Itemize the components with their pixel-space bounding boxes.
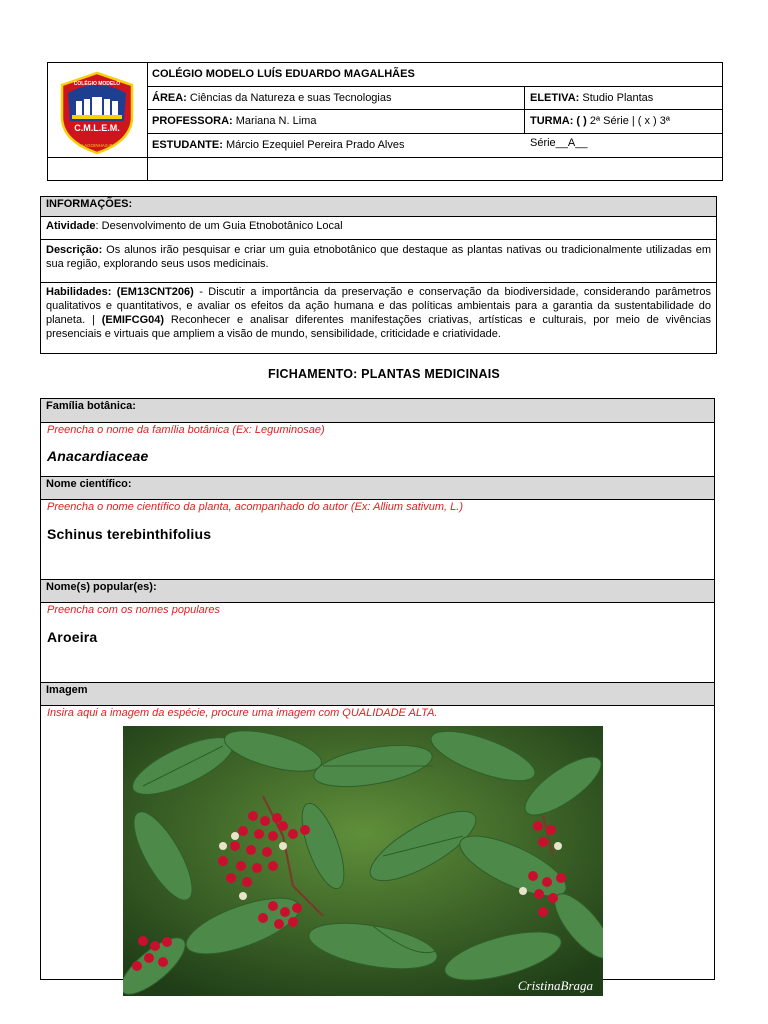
atividade-text: : Desenvolvimento de um Guia Etnobotânico Local: [95, 220, 343, 232]
popular-value[interactable]: Aroeira: [47, 629, 98, 645]
turma-value: 2ª Série | ( x ) 3ª Série__A__: [530, 115, 670, 149]
eletiva-value: Studio Plantas: [582, 91, 654, 104]
eletiva-label: ELETIVA:: [530, 91, 580, 104]
habilidades-label: Habilidades: (EM13CNT206): [46, 286, 194, 298]
ficha-title: FICHAMENTO: PLANTAS MEDICINAIS: [268, 367, 500, 381]
area-cell: [147, 87, 524, 111]
atividade-label: Atividade: [46, 220, 96, 232]
descricao-section: [41, 240, 716, 283]
habilidades-section: [41, 283, 716, 343]
photo-credit: CristinaBraga: [517, 978, 593, 993]
logo-acronym: C.M.L.E.M.: [74, 123, 120, 133]
atividade-section: [41, 217, 716, 240]
professora-value: Mariana N. Lima: [235, 115, 317, 127]
school-name-row: [147, 63, 722, 87]
header-table: [47, 62, 723, 181]
habilidades-text-1: - Discutir a importância da preservação e conservação da biodiversidade, considerando parâmetros qualitativos e quantitativos, e avaliar os efeitos da ação humana e das políticas ambientais para a garantia da sustentabilidade do planeta. |: [46, 286, 711, 326]
habilidades-code-2: (EMIFCG04): [101, 314, 165, 326]
familia-label: Família botânica:: [41, 399, 714, 423]
school-logo: [48, 63, 147, 157]
estudante-value: Márcio Ezequiel Pereira Prado Alves: [225, 138, 405, 151]
descricao-text: Os alunos irão pesquisar e criar um guia etnobotânico que destaque as plantas nativas ou tradicionalmente utilizadas em sua região, explorando seus usos medicinais.: [46, 244, 711, 270]
school-name: COLÉGIO MODELO LUÍS EDUARDO MAGALHÃES: [152, 68, 415, 80]
info-title: INFORMAÇÕES:: [41, 197, 716, 217]
familia-value[interactable]: Anacardiaceae: [47, 448, 149, 464]
info-box: [40, 196, 717, 354]
plant-photo: [123, 726, 603, 996]
cientifico-label: Nome científico:: [41, 476, 714, 500]
popular-label: Nome(s) popular(es):: [41, 579, 714, 603]
turma-cell: [525, 110, 722, 149]
professora-cell: [147, 110, 524, 134]
header-empty-row: [48, 157, 722, 181]
descricao-label: Descrição:: [46, 244, 103, 256]
area-value: Ciências da Natureza e suas Tecnologias: [189, 91, 392, 104]
professora-label: PROFESSORA:: [152, 115, 233, 127]
header-empty-divider: [147, 158, 148, 181]
logo-top-text: COLÉGIO MODELO: [73, 81, 121, 87]
imagem-label: Imagem: [41, 682, 714, 706]
imagem-hint: Insira aqui a imagem da espécie, procure uma imagem com QUALIDADE ALTA.: [47, 707, 438, 719]
estudante-label: ESTUDANTE:: [152, 138, 223, 151]
header-column-divider: [524, 87, 525, 134]
cientifico-value[interactable]: Schinus terebinthifolius: [47, 526, 212, 542]
cientifico-hint: Preencha o nome científico da planta, acompanhado do autor (Ex: Allium sativum, L.): [47, 501, 463, 513]
logo-bottom-text: ALAGOINHAS-BA: [78, 143, 116, 148]
habilidades-text-2: Reconhecer e analisar diferentes manifestações criativas, artísticas e culturais, por meio de vivências presenciais e virtuais que ampliem a visão de mundo, sensibilidade, criticidade e criatividade.: [46, 314, 711, 340]
popular-hint: Preencha com os nomes populares: [47, 604, 221, 616]
familia-hint: Preencha o nome da família botânica (Ex: Leguminosae): [47, 424, 325, 436]
area-label: ÁREA:: [152, 91, 187, 104]
eletiva-cell: [525, 87, 722, 111]
estudante-cell: [147, 134, 722, 158]
aroeira-illustration: [123, 726, 603, 996]
school-logo-cell: [48, 63, 148, 157]
turma-label: TURMA: ( ): [530, 115, 587, 127]
